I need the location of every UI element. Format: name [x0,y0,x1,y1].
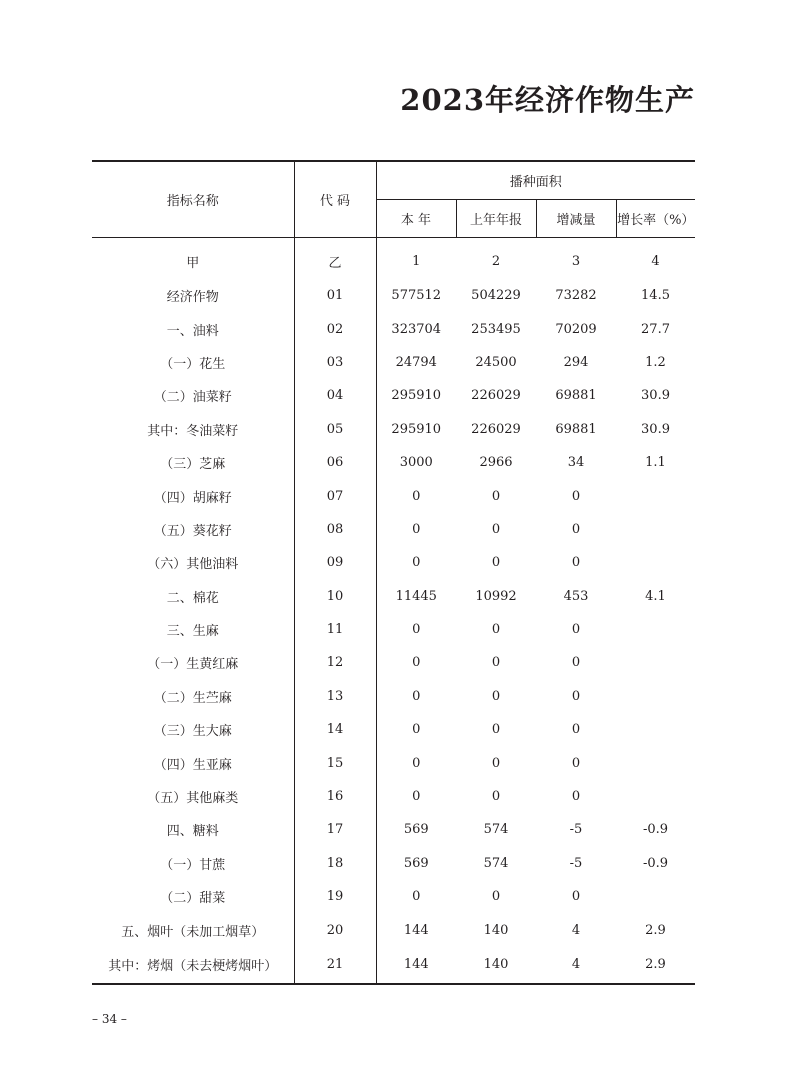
cell-change: 453 [563,588,589,604]
cell-previous: 0 [491,722,501,738]
cell-previous: 0 [491,889,501,905]
cell-current: 0 [412,789,421,805]
cell-previous: 574 [483,822,509,838]
cell-current: 295910 [391,421,442,437]
cell-current: 0 [412,722,421,738]
cell-current: 3000 [399,455,433,471]
cell-current: 0 [412,622,421,638]
table-row [92,346,695,379]
cell-code: 18 [294,847,376,880]
cell-growth [616,780,695,813]
table-row [92,279,695,312]
cell-growth: 1.2 [645,354,666,370]
cell-growth: 4.1 [645,588,666,604]
cell-change: 34 [567,455,585,471]
cell-growth: 30.9 [641,388,670,404]
page-number: – 34 – [92,1012,127,1026]
cell-name: （二）甜菜 [92,880,294,913]
cell-name: （一）生黄红麻 [92,646,294,679]
cell-name: （五）葵花籽 [92,513,294,546]
cell-code: 20 [294,913,376,946]
cell-previous: 226029 [471,421,521,437]
cell-growth: 30.9 [641,421,670,437]
cell-change: 0 [571,555,581,571]
cell-code: 10 [294,580,376,613]
cell-code: 01 [294,279,376,312]
header-previous-year: 上年年报 [456,200,536,238]
cell-current: 144 [376,947,456,984]
cell-current: 569 [403,855,429,871]
table-row [92,746,695,779]
header-current-year: 本 年 [376,200,456,238]
cell-code: 09 [294,546,376,579]
cell-name: 五、烟叶（未加工烟草） [92,913,294,946]
cell-previous: 0 [491,521,501,537]
cell-change: 0 [571,488,581,504]
cell-previous: 10992 [475,588,517,604]
cell-name: （五）其他麻类 [92,780,294,813]
cell-previous: 140 [456,947,536,984]
cell-previous: 0 [491,488,501,504]
cell-change: 0 [571,755,581,771]
cell-name: （一）甘蔗 [92,847,294,880]
cell-growth: -0.9 [642,822,669,838]
cell-change: 73282 [555,288,597,304]
cell-change: 4 [571,922,581,938]
table-row [92,713,695,746]
cell-previous: 0 [491,622,501,638]
table-row [92,780,695,813]
table-row [92,413,695,446]
cell-change: 0 [571,722,581,738]
table-row [92,847,695,880]
index-cell-current: 1 [412,254,421,269]
cell-code: 13 [294,680,376,713]
cell-change: 0 [571,889,581,905]
cell-code: 08 [294,513,376,546]
page-title: 2023年经济作物生产 [400,83,695,117]
cell-name: 二、棉花 [92,580,294,613]
cell-current: 0 [412,889,421,905]
header-sown-area: 播种面积 [376,161,695,200]
table-row [92,613,695,646]
cell-current: 577512 [391,288,442,304]
cell-growth [616,613,695,646]
cell-code: 17 [294,813,376,846]
cell-current: 24794 [395,354,437,370]
cell-code: 07 [294,479,376,512]
cell-current: 144 [403,922,429,938]
table-row [92,379,695,412]
cell-code: 12 [294,646,376,679]
index-cell-change: 3 [571,254,581,269]
cell-previous: 253495 [471,321,521,337]
cell-name: （二）生苎麻 [92,680,294,713]
cell-name: 一、油料 [92,312,294,345]
cell-change: 70209 [555,321,597,337]
table-row [92,513,695,546]
table-row [92,546,695,579]
cell-previous: 24500 [475,354,517,370]
table-header [92,161,695,238]
cell-name: 经济作物 [92,279,294,312]
table-body [92,238,695,984]
cell-change: 4 [536,947,616,984]
cell-growth [616,680,695,713]
cell-previous: 2966 [479,455,513,471]
header-code: 代 码 [294,161,376,238]
cell-growth [616,713,695,746]
header-change: 增减量 [536,200,616,238]
cell-growth: 2.9 [616,947,695,984]
cell-change: 69881 [555,421,597,437]
header-growth-rate: 增长率（%） [616,200,695,238]
cell-growth [616,513,695,546]
cell-previous: 226029 [471,388,521,404]
cell-name: （一）花生 [92,346,294,379]
cell-current: 0 [412,488,421,504]
table-row [92,446,695,479]
table-row [92,680,695,713]
cell-current: 0 [412,521,421,537]
table-row [92,312,695,345]
crop-production-table-container [92,160,695,985]
cell-code: 06 [294,446,376,479]
cell-change: -5 [569,822,583,838]
cell-growth [616,646,695,679]
header-indicator-name: 指标名称 [92,161,294,238]
cell-change: -5 [569,855,583,871]
cell-code: 04 [294,379,376,412]
cell-change: 0 [571,688,581,704]
cell-name: （四）胡麻籽 [92,479,294,512]
table-row [92,580,695,613]
cell-growth: 14.5 [641,288,670,304]
cell-current: 0 [412,688,421,704]
cell-growth [616,746,695,779]
cell-name: （六）其他油料 [92,546,294,579]
table-row [92,813,695,846]
cell-code: 15 [294,746,376,779]
table-row [92,646,695,679]
cell-code: 14 [294,713,376,746]
cell-current: 11445 [395,588,437,604]
cell-growth: -0.9 [642,855,669,871]
cell-code: 11 [294,613,376,646]
index-cell-previous: 2 [491,254,501,269]
cell-change: 294 [563,354,589,370]
cell-name: 四、糖料 [92,813,294,846]
index-row [92,238,695,280]
crop-production-table [92,160,695,985]
cell-previous: 574 [483,855,509,871]
cell-name: （三）生大麻 [92,713,294,746]
index-cell-growth: 4 [651,254,660,269]
cell-growth [616,880,695,913]
cell-name: （四）生亚麻 [92,746,294,779]
cell-current: 0 [412,755,421,771]
cell-name: 其中：烤烟（未去梗烤烟叶） [92,947,294,984]
table-row [92,880,695,913]
cell-previous: 0 [491,789,501,805]
table-row [92,947,695,984]
cell-growth [616,546,695,579]
index-cell-name: 甲 [92,238,294,280]
cell-name: 其中：冬油菜籽 [92,413,294,446]
cell-current: 295910 [391,388,442,404]
cell-growth: 27.7 [641,321,670,337]
cell-growth: 1.1 [645,455,666,471]
cell-code: 21 [294,947,376,984]
cell-previous: 504229 [471,288,521,304]
index-cell-code: 乙 [294,238,376,280]
cell-previous: 0 [491,655,501,671]
cell-name: （三）芝麻 [92,446,294,479]
cell-growth: 2.9 [645,922,666,938]
cell-change: 0 [571,655,581,671]
cell-previous: 0 [491,688,501,704]
cell-change: 0 [571,789,581,805]
cell-change: 0 [571,521,581,537]
table-row [92,913,695,946]
cell-current: 0 [412,655,421,671]
cell-previous: 140 [483,922,509,938]
cell-previous: 0 [491,755,501,771]
cell-name: 三、生麻 [92,613,294,646]
table-row [92,479,695,512]
cell-current: 569 [403,822,429,838]
cell-code: 05 [294,413,376,446]
cell-change: 0 [571,622,581,638]
cell-name: （二）油菜籽 [92,379,294,412]
cell-code: 02 [294,312,376,345]
cell-growth [616,479,695,512]
cell-previous: 0 [491,555,501,571]
cell-code: 16 [294,780,376,813]
cell-current: 323704 [391,321,442,337]
cell-code: 19 [294,880,376,913]
cell-change: 69881 [555,388,597,404]
cell-current: 0 [412,555,421,571]
cell-code: 03 [294,346,376,379]
